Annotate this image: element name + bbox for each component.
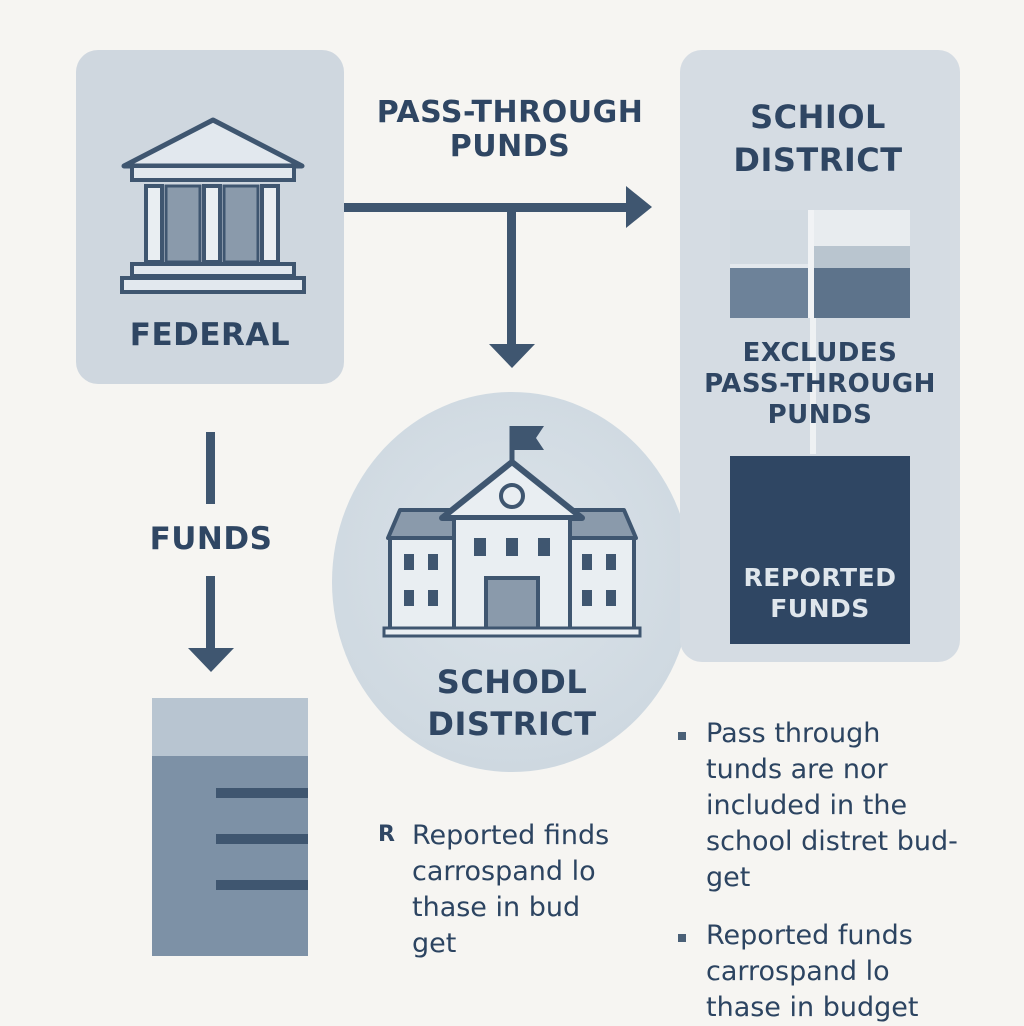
- funds-arrow-line-top: [206, 432, 215, 504]
- pass-through-arrow-line: [344, 203, 628, 212]
- bar-top-right: [814, 210, 910, 246]
- school-district-circle-label: [332, 662, 692, 745]
- budget-document: [152, 698, 308, 956]
- school-district-circle: [332, 392, 692, 772]
- pass-through-line1: PASS-THROUGH: [376, 95, 644, 130]
- arrow-down-icon: [188, 648, 234, 672]
- reported-line2: FUNDS: [770, 594, 870, 624]
- circle-label-line1: SCHODL: [436, 663, 588, 701]
- federal-label: FEDERAL: [129, 317, 291, 353]
- school-building-icon: [382, 418, 642, 640]
- note-right-2: Reported funds carrospand lo thase in budget: [706, 920, 919, 1023]
- document-line: [216, 834, 308, 844]
- arrow-right-icon: [626, 186, 652, 228]
- reported-funds-label: [730, 562, 910, 625]
- bar-bottom-left: [730, 268, 808, 318]
- bar-top-left: [730, 210, 808, 264]
- circle-label-line2: DISTRICT: [427, 704, 597, 743]
- funds-label: FUNDS: [149, 521, 273, 557]
- note-right-1: Pass through tunds are nor included in the school distret bud- get: [706, 718, 958, 893]
- document-header: [152, 698, 308, 756]
- panel-title-line2: DISTRICT: [733, 141, 903, 180]
- down-arrow-line: [507, 208, 516, 348]
- note-marker: R: [378, 822, 396, 847]
- federal-card: [76, 50, 344, 384]
- excludes-line2: PASS-THROUGH: [704, 369, 936, 400]
- bullet-icon: [678, 732, 686, 740]
- bar-divider: [808, 210, 814, 318]
- excludes-line1: EXCLUDES: [742, 338, 898, 368]
- funds-arrow-line-bottom: [206, 576, 215, 652]
- excludes-label: [680, 338, 960, 432]
- bullet-icon: [678, 934, 686, 942]
- budget-bars: [730, 210, 910, 318]
- panel-title: [680, 96, 956, 182]
- pass-through-label: [372, 96, 648, 164]
- panel-title-line1: SCHIOL: [750, 98, 886, 136]
- note-center-text: Reported finds carrospand lo thase in bud get: [412, 820, 610, 959]
- document-line: [216, 788, 308, 798]
- bar-bottom-right: [814, 268, 910, 318]
- school-district-panel: [680, 50, 960, 662]
- pass-through-line2: PUNDS: [449, 129, 571, 165]
- excludes-line3: PUNDS: [767, 400, 873, 431]
- arrow-down-icon: [489, 344, 535, 368]
- document-line: [216, 880, 308, 890]
- reported-line1: REPORTED: [743, 563, 897, 592]
- government-building-icon: [118, 114, 308, 300]
- bar-mid-right: [814, 246, 910, 268]
- reported-funds-box: [730, 456, 910, 644]
